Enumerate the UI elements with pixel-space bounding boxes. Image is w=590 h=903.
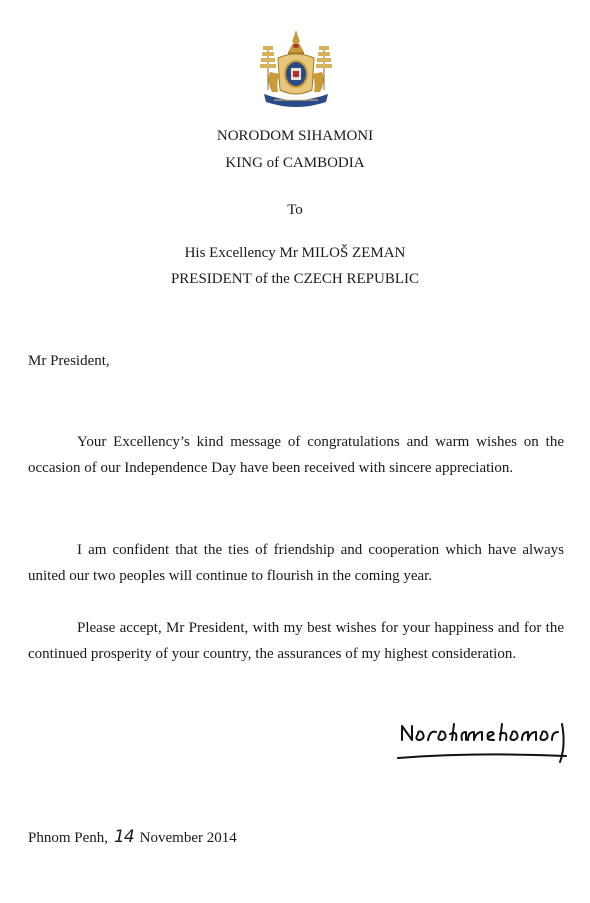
recipient-line-2: PRESIDENT of the CZECH REPUBLIC bbox=[170, 271, 420, 287]
month-year: November 2014 bbox=[139, 830, 237, 846]
paragraph-3-text: Please accept, Mr President, with my best wishes for your happiness and for the continued prosperity of your country, the assurances of my highest consideration. bbox=[28, 620, 564, 662]
salutation: Mr President, bbox=[28, 353, 110, 369]
sender-name: NORODOM SIHAMONI bbox=[216, 128, 374, 144]
paragraph-1 bbox=[28, 430, 564, 481]
royal-coat-of-arms bbox=[258, 28, 334, 112]
place: Phnom Penh, bbox=[28, 830, 109, 846]
recipient-line-1: His Excellency Mr MILOŠ ZEMAN bbox=[184, 245, 406, 261]
paragraph-1-text: Your Excellency’s kind message of congratulations and warm wishes on the occasion of our Independence Day have been received with sincere appreciation. bbox=[28, 434, 564, 476]
paragraph-3 bbox=[28, 616, 564, 667]
paragraph-2-text: I am confident that the ties of friendship and cooperation which have always united our two peoples will continue to flourish in the coming year. bbox=[28, 542, 564, 584]
paragraph-2 bbox=[28, 538, 564, 589]
sender-title: KING of CAMBODIA bbox=[225, 155, 365, 171]
place-and-date bbox=[28, 827, 237, 847]
handwritten-signature bbox=[396, 718, 572, 776]
handwritten-day: 14 bbox=[114, 827, 134, 847]
crown bbox=[288, 30, 304, 57]
to-label: To bbox=[287, 202, 303, 218]
